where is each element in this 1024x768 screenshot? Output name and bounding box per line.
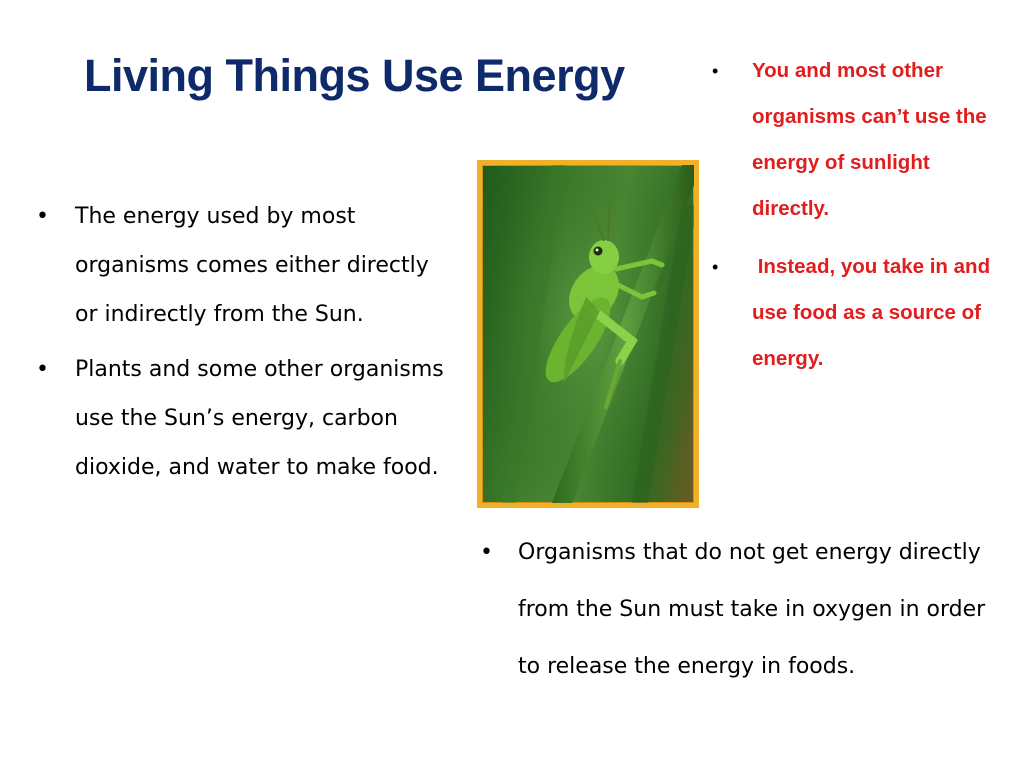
left-bullet-list <box>36 192 456 498</box>
grasshopper-icon <box>482 165 694 503</box>
bullet-text: Organisms that do not get energy directly from the Sun must take in oxygen in order to release the energy in foods. <box>518 540 986 679</box>
bullet-icon: • <box>480 540 493 565</box>
bullet-icon: • <box>36 204 49 229</box>
bullet-icon: • <box>712 257 719 277</box>
slide-title: Living Things Use Energy <box>84 50 625 101</box>
bullet-text: Instead, you take in and use food as a source of energy. <box>752 255 996 370</box>
list-item <box>36 192 456 339</box>
list-item <box>36 345 456 492</box>
list-item <box>712 48 1002 232</box>
bullet-icon: • <box>36 357 49 382</box>
bullet-icon: • <box>712 61 719 81</box>
bullet-text: Plants and some other organisms use the Sun’s energy, carbon dioxide, and water to make food. <box>75 357 444 480</box>
grasshopper-photo <box>477 160 699 508</box>
bullet-text: The energy used by most organisms comes either directly or indirectly from the Sun. <box>75 204 429 327</box>
bullet-text: You and most other organisms can’t use the energy of sunlight directly. <box>752 59 987 220</box>
bottom-bullet-list <box>480 524 1000 695</box>
right-bullet-list <box>712 48 1002 394</box>
list-item <box>712 244 1002 382</box>
list-item <box>480 524 1000 695</box>
